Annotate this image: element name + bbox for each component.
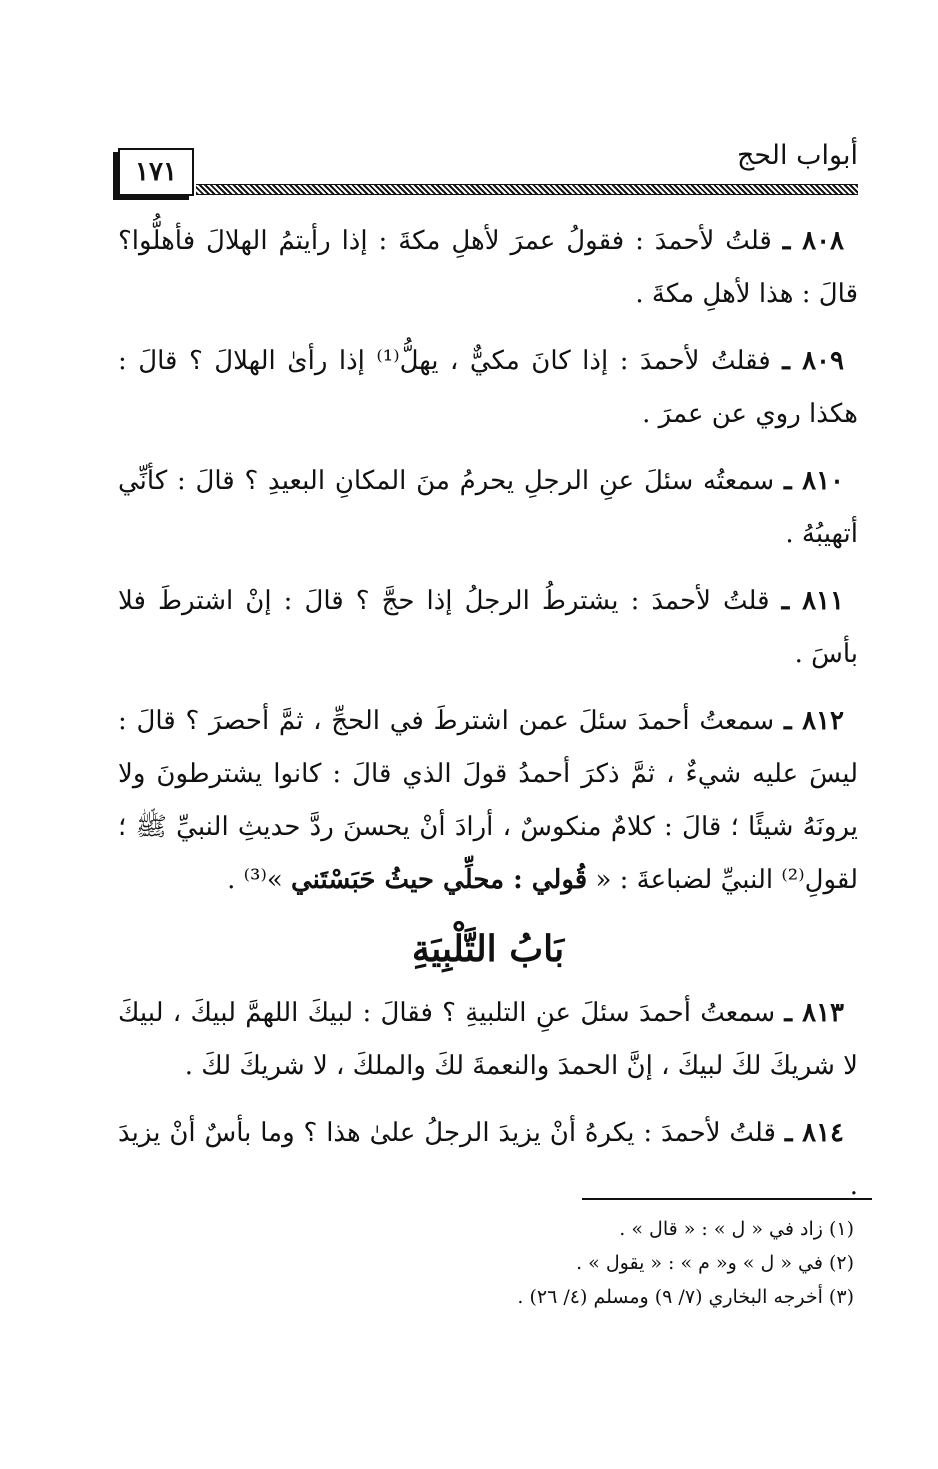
chapter-title: أبواب الحج bbox=[736, 140, 858, 171]
paragraph-number: ٨١٤ ـ bbox=[784, 1118, 845, 1148]
paragraph-number: ٨١١ ـ bbox=[781, 586, 844, 616]
paragraph-number: ٨١٣ ـ bbox=[784, 998, 845, 1028]
paragraph-808 bbox=[118, 215, 858, 321]
footnote-2: (٢) في « ل » و« م » : « يقول » . bbox=[576, 1252, 854, 1274]
paragraph-text: قلتُ لأحمدَ : يشترطُ الرجلُ إذا حجَّ ؟ قالَ : إنْ اشترطَ فلا بأسَ . bbox=[118, 586, 858, 669]
paragraph-text: فقلتُ لأحمدَ : إذا كانَ مكيٌّ ، يهلُّ⁽¹⁾ إذا رأىٰ الهلالَ ؟ قالَ : هكذا روي عن عمرَ . bbox=[118, 346, 858, 429]
paragraph-number: ٨٠٩ ـ bbox=[782, 346, 844, 376]
paragraph-number: ٨١٢ ـ bbox=[783, 706, 844, 736]
section-heading: بَابُ التَّلْبِيَةِ bbox=[411, 928, 565, 970]
footnote-3: (٣) أخرجه البخاري (٧/ ٩) ومسلم (٤/ ٢٦) . bbox=[517, 1286, 854, 1308]
paragraph-810 bbox=[118, 455, 858, 561]
footnote-divider bbox=[582, 1198, 872, 1200]
hadith-quote: قُولي : محلِّي حيثُ حَبَسْتَني bbox=[291, 865, 588, 895]
paragraph-number: ٨١٠ ـ bbox=[783, 466, 845, 496]
paragraph-813 bbox=[118, 987, 858, 1093]
paragraph-text: قلتُ لأحمدَ : فقولُ عمرَ لأهلِ مكةَ : إذا رأيتمُ الهلالَ فأهلُّوا؟ قالَ : هذا لأهلِ مكةَ . bbox=[118, 226, 858, 309]
paragraph-text: سمعتُ أحمدَ سئلَ عنِ التلبيةِ ؟ فقالَ : لبيكَ اللهمَّ لبيكَ ، لبيكَ لا شريكَ لكَ لبيكَ ، إنَّ الحمدَ والنعمةَ لكَ والملكَ ، لا شريكَ لكَ . bbox=[118, 998, 858, 1081]
paragraph-812 bbox=[118, 695, 858, 907]
paragraph-text: سمعتُه سئلَ عنِ الرجلِ يحرمُ منَ المكانِ البعيدِ ؟ قالَ : كأنِّي أتهيبُهُ . bbox=[118, 466, 858, 549]
page-content bbox=[118, 215, 858, 1227]
paragraph-811 bbox=[118, 575, 858, 681]
footnotes bbox=[154, 1212, 854, 1314]
paragraph-text: سمعتُ أحمدَ سئلَ عمن اشترطَ في الحجِّ ، ثمَّ أحصرَ ؟ قالَ : ليسَ عليه شيءٌ ، ثمَّ ذكرَ أحمدُ قولَ الذي قالَ : كانوا يشترطونَ ولا يرونَهُ شيئًا ؛ قالَ : كلامٌ منكوسٌ ، أرادَ أنْ يحسنَ ردَّ حديثِ النبيِّ ﷺ ؛ لقولِ⁽²⁾ النبيِّ لضباعةَ : « bbox=[118, 706, 858, 895]
paragraph-text-after: »⁽³⁾ . bbox=[227, 865, 292, 895]
paragraph-809 bbox=[118, 335, 858, 441]
header-rule bbox=[196, 184, 858, 195]
footnote-1: (١) زاد في « ل » : « قال » . bbox=[619, 1218, 854, 1240]
paragraph-number: ٨٠٨ ـ bbox=[782, 226, 845, 256]
page-header bbox=[118, 140, 858, 198]
page-number: ١٧١ bbox=[118, 148, 194, 196]
paragraph-text: قلتُ لأحمدَ : يكرهُ أنْ يزيدَ الرجلُ علىٰ هذا ؟ وما بأسٌ أنْ يزيدَ . bbox=[118, 1118, 858, 1201]
